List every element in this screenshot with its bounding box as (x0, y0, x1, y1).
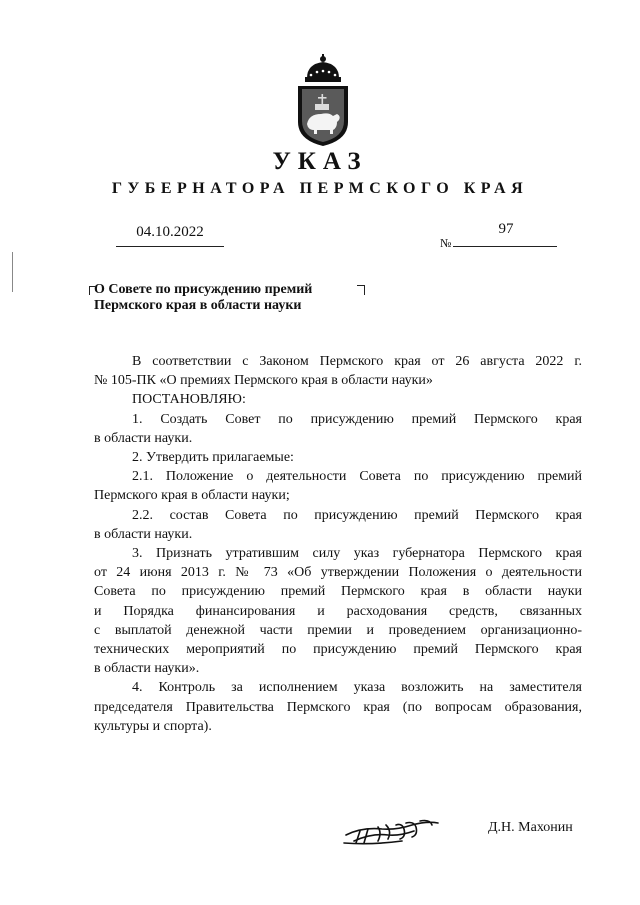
document-subject (94, 282, 312, 314)
body-line: Пермского края в области науки; (94, 488, 290, 504)
body-line: и Порядка финансирования и расходования средств, связанных (94, 603, 582, 619)
body-line: ПОСТАНОВЛЯЮ: (132, 392, 246, 408)
body-line: председателя Правительства Пермского края (по вопросам образования, (94, 699, 582, 715)
subject-line: Пермского края в области науки (94, 298, 302, 313)
body-line: № 105-ПК «О премиях Пермского края в области науки» (94, 373, 433, 389)
document-number: 97 (498, 221, 514, 237)
number-prefix: № (440, 236, 452, 250)
body-line: 1. Создать Совет по присуждению премий Пермского края (132, 411, 582, 427)
body-line: 3. Признать утратившим силу указ губернатора Пермского края (132, 546, 582, 562)
document-issuer: ГУБЕРНАТОРА ПЕРМСКОГО КРАЯ (111, 180, 529, 197)
signature-icon (342, 813, 442, 849)
body-line: культуры и спорта). (94, 718, 212, 734)
body-line: 2.1. Положение о деятельности Совета по присуждению премий (132, 469, 582, 485)
date-underline (116, 246, 224, 247)
body-line: в области науки. (94, 526, 193, 542)
subject-line: О Совете по присуждению премий (94, 282, 313, 297)
body-line: 4. Контроль за исполнением указа возложить на заместителя (132, 680, 582, 696)
body-line: с выплатой денежной части премии и проведением организационно- (94, 622, 582, 638)
body-line: 2.2. состав Совета по присуждению премий Пермского края (132, 507, 582, 523)
body-line: технических мероприятий по присуждению премий Пермского края (94, 642, 582, 658)
body-line: от 24 июня 2013 г. № 73 «Об утверждении Положения о деятельности (94, 565, 582, 581)
coat-of-arms-icon (293, 52, 353, 148)
body-line: Совета по присуждению премий Пермского края в области науки (94, 584, 582, 600)
number-underline (453, 246, 557, 247)
subject-bracket-right (357, 285, 365, 295)
margin-mark (12, 252, 13, 292)
document-date: 04.10.2022 (136, 224, 204, 240)
document-title: УКАЗ (272, 148, 368, 175)
body-line: в области науки». (94, 661, 200, 677)
body-line: в области науки. (94, 430, 193, 446)
signer-name: Д.Н. Махонин (488, 820, 573, 835)
body-line: В соответствии с Законом Пермского края от 26 августа 2022 г. (132, 354, 582, 369)
document-body (94, 352, 582, 736)
body-line: 2. Утвердить прилагаемые: (132, 450, 294, 466)
